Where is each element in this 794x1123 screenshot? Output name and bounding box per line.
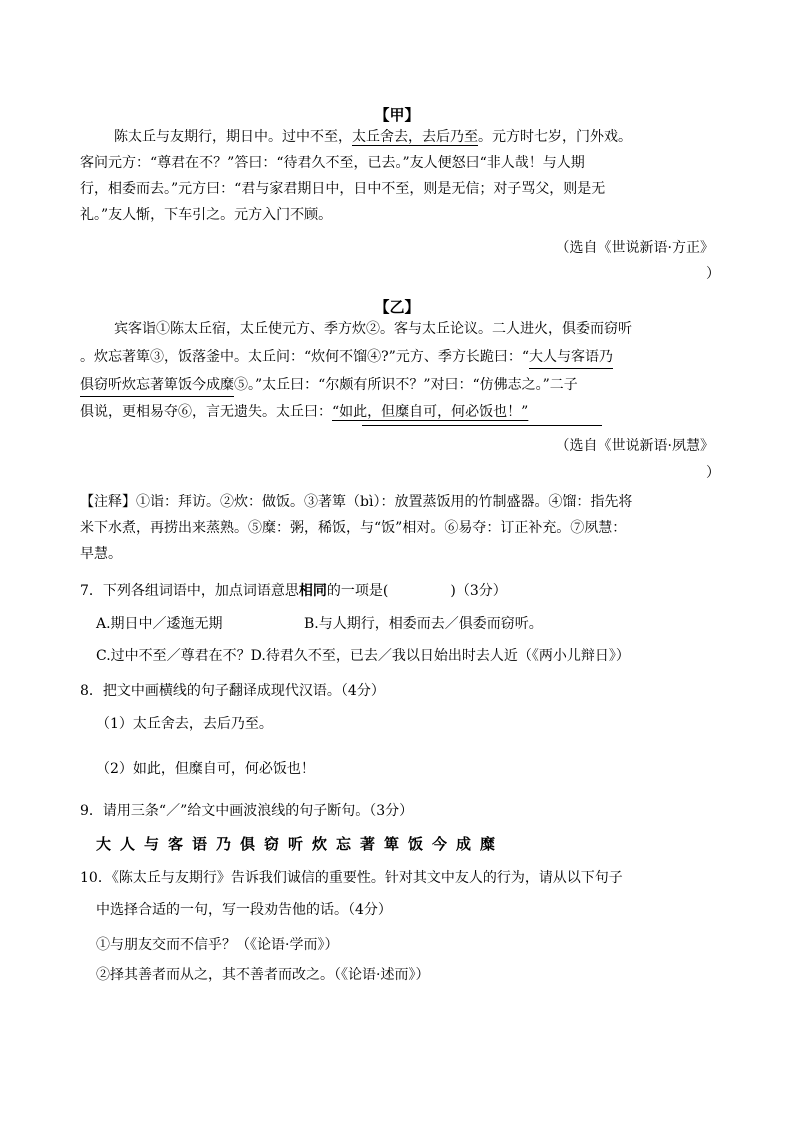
passage-b-line-2-pre: 。炊忘著箄③，饭落釜中。太丘问：“炊何不馏④?”元方、季方长跪曰：“ xyxy=(80,349,529,365)
passage-a-line-1-pre: 陈太丘与友期行，期日中。过中不至， xyxy=(114,129,352,145)
passage-b-source: （选自《世说新语·夙慧》 xyxy=(555,438,714,454)
passage-b-title: 【乙】 xyxy=(374,298,420,316)
passage-a-title: 【甲】 xyxy=(374,106,420,124)
question-8: 8．把文中画横线的句子翻译成现代汉语。（4分） xyxy=(80,683,385,699)
passage-b-line-4-pre: 俱说，更相易夺⑥，言无遗失。太丘曰： xyxy=(80,404,332,420)
passage-b-line-4 xyxy=(80,405,528,419)
passage-b-line-1: 宾客诣①陈太丘宿，太丘使元方、季方炊②。客与太丘论议。二人进火，俱委而窃听 xyxy=(114,321,632,337)
passage-b-wavy-part-1: 大人与客语乃 xyxy=(529,349,613,369)
passage-a-line-3: 行，相委而去。”元方曰：“君与家君期日中，日中不至，则是无信；对子骂父，则是无 xyxy=(80,181,606,197)
question-7-keyword: 相同 xyxy=(298,583,327,599)
passage-b-line-2 xyxy=(80,350,613,364)
passage-b-source-close: ） xyxy=(706,465,720,481)
passage-b-wavy-part-2: 俱窃听炊忘著箄饭今成糜 xyxy=(80,377,234,397)
notes-line-2: 米下水煮，再捞出来蒸熟。⑤糜：粥，稀饭，与“饭”相对。⑥易夺：订正补充。⑦夙慧： xyxy=(80,520,627,536)
question-10-line-1: 10．《陈太丘与友期行》告诉我们诚信的重要性。针对其文中友人的行为，请从以下句子 xyxy=(80,870,623,886)
notes-line-1: 【注释】①诣：拜访。②炊：做饭。③著箄（bì）：放置蒸饭用的竹制盛器。④馏：指先将 xyxy=(80,494,633,510)
passage-a-line-4: 礼。”友人惭，下车引之。元方入门不顾。 xyxy=(80,207,333,223)
passage-a-line-1 xyxy=(114,130,632,144)
question-8-item-2: （2）如此，但糜自可，何必饭也！ xyxy=(96,761,315,777)
passage-b-underlined-sentence: “如此，但糜自可，何必饭也！” xyxy=(332,404,529,420)
question-7-option-a: A.期日中／逶迤无期 xyxy=(96,616,223,632)
question-10-option-2: ②择其善者而从之，其不善者而改之。（《论语·述而》） xyxy=(96,967,430,983)
question-10-line-2: 中选择合适的一句，写一段劝告他的话。（4分） xyxy=(96,902,392,918)
passage-a-line-2: 客问元方：“尊君在不？”答曰：“待君久不至，已去。”友人便怒曰“非人哉！与人期 xyxy=(80,155,585,171)
question-7-pre: 7．下列各组词语中，加点词语意思 xyxy=(80,583,299,599)
question-7-option-b: B.与人期行，相委而去／俱委而窃听。 xyxy=(304,616,543,632)
passage-a-source-close: ） xyxy=(706,266,720,282)
question-9-sentence: 大人与客语乃俱窃听炊忘著箄饭今成糜 xyxy=(96,835,505,853)
notes-line-3: 早慧。 xyxy=(80,546,122,562)
passage-a-line-1-post: 。元方时七岁，门外戏。 xyxy=(478,129,632,145)
question-10-option-1: ①与朋友交而不信乎？（《论语·学而》） xyxy=(96,937,339,953)
passage-b-line-3-post: ⑤。”太丘曰：“尔颇有所识不？”对曰：“仿佛志之。”二子 xyxy=(234,377,578,393)
question-7 xyxy=(80,584,507,598)
question-7-options-cd: C.过中不至／尊君在不？D.待君久不至，已去／我以日始出时去人近（《两小儿辩日》） xyxy=(96,648,630,664)
passage-b-line-3 xyxy=(80,378,578,392)
question-9: 9．请用三条“／”给文中画波浪线的句子断句。（3分） xyxy=(80,803,414,819)
passage-a-underlined-sentence: 太丘舍去，去后乃至 xyxy=(352,129,478,145)
question-8-item-1: （1）太丘舍去，去后乃至。 xyxy=(96,716,273,732)
passage-b-underline-rule xyxy=(362,425,602,426)
question-7-post: 的一项是( xyxy=(326,583,389,599)
passage-a-source: （选自《世说新语·方正》 xyxy=(555,240,714,256)
question-7-end: )（3分） xyxy=(450,583,507,599)
